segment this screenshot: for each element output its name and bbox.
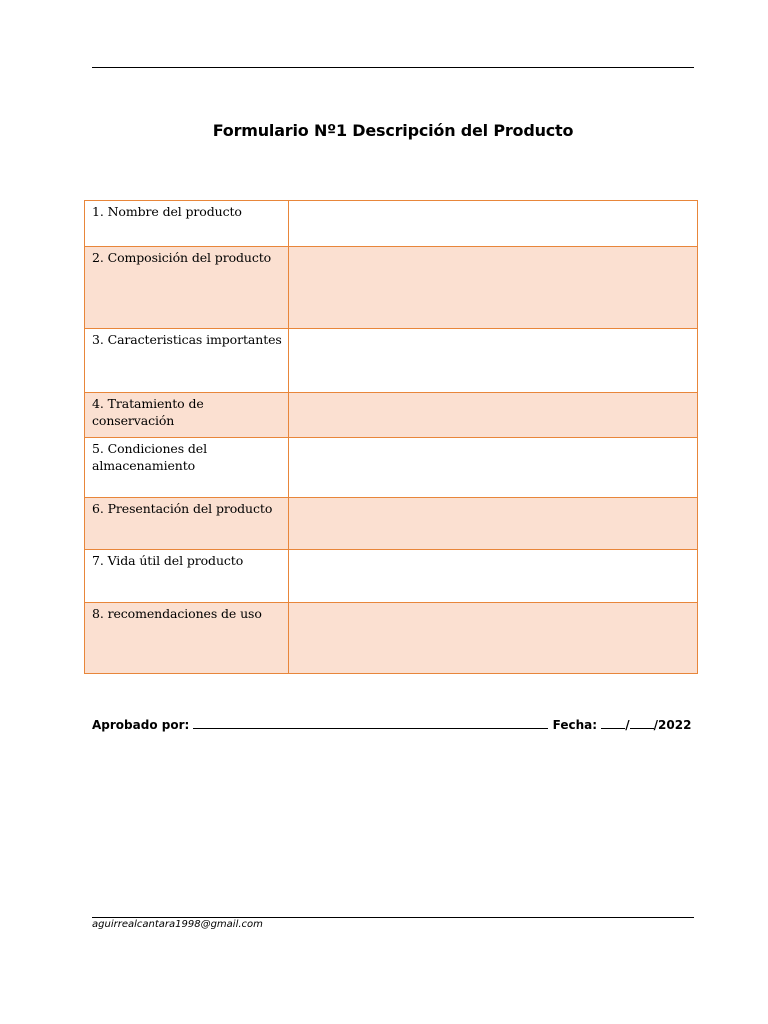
field-characteristics[interactable]: [289, 329, 698, 393]
table-row: [85, 201, 698, 247]
approval-line: [92, 717, 712, 732]
row-label-composition: 2. Composición del producto: [85, 247, 289, 329]
table-row: [85, 603, 698, 674]
row-label-conservation: 4. Tratamiento de conservación: [85, 393, 289, 438]
date-separator: /: [625, 718, 630, 732]
table-row: [85, 247, 698, 329]
field-composition[interactable]: [289, 247, 698, 329]
field-storage[interactable]: [289, 438, 698, 498]
table-row: [85, 550, 698, 603]
table-row: [85, 393, 698, 438]
field-usage[interactable]: [289, 603, 698, 674]
table-row: [85, 498, 698, 550]
header-rule: [92, 67, 694, 68]
field-conservation[interactable]: [289, 393, 698, 438]
table-row: [85, 329, 698, 393]
row-label-product-name: 1. Nombre del producto: [85, 201, 289, 247]
field-product-name[interactable]: [289, 201, 698, 247]
footer-rule: [92, 917, 694, 918]
field-shelf-life[interactable]: [289, 550, 698, 603]
form-title: Formulario Nº1 Descripción del Producto: [212, 121, 574, 140]
date-day-field[interactable]: [601, 717, 625, 729]
date-label: Fecha:: [552, 718, 598, 732]
product-form-table: [84, 200, 698, 674]
row-label-storage: 5. Condiciones del almacenamiento: [85, 438, 289, 498]
date-month-field[interactable]: [630, 717, 654, 729]
approved-by-field[interactable]: [193, 717, 548, 729]
row-label-characteristics: 3. Caracteristicas importantes: [85, 329, 289, 393]
field-presentation[interactable]: [289, 498, 698, 550]
row-label-usage: 8. recomendaciones de uso: [85, 603, 289, 674]
table-row: [85, 438, 698, 498]
row-label-shelf-life: 7. Vida útil del producto: [85, 550, 289, 603]
approved-by-label: Aprobado por:: [92, 718, 190, 732]
footer-email: aguirrealcantara1998@gmail.com: [92, 919, 263, 930]
row-label-presentation: 6. Presentación del producto: [85, 498, 289, 550]
date-year: /2022: [653, 718, 692, 732]
